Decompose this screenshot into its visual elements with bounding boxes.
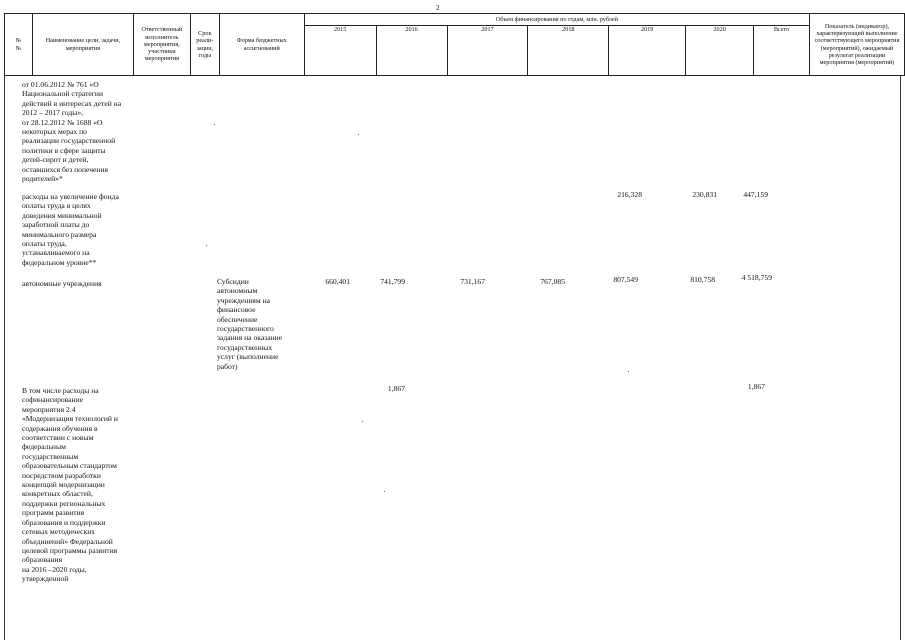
header-year-2016: 2016 xyxy=(376,26,447,76)
row-3-value-2016: 741,799 xyxy=(380,277,405,286)
row-3-value-2018: 767,085 xyxy=(540,277,565,286)
row-2-value-2019: 216,328 xyxy=(617,190,642,199)
row-3-value-2020: 810,758 xyxy=(690,275,715,284)
row-3-value-2015: 660,401 xyxy=(325,277,350,286)
row-4-value-total: 1,867 xyxy=(747,382,765,391)
scan-speck xyxy=(628,371,629,372)
header-year-2015: 2015 xyxy=(304,26,376,76)
header-total: Всего xyxy=(754,26,810,76)
header-term: Срок реали- зации, годы xyxy=(190,14,219,76)
header-year-2018: 2018 xyxy=(528,26,609,76)
header-responsible: Ответственный исполнитель мероприятия, участники мероприятия xyxy=(133,14,190,76)
column-line xyxy=(900,76,901,640)
header-indicator: Показатель (индикатор), характеризующий выполнение соответствующего мероприятия (мероприятий), ожидаемый результат реализации мероприятия (мероприятий) xyxy=(809,14,904,76)
scan-speck xyxy=(384,491,385,492)
row-3-value-2017: 731,167 xyxy=(460,277,485,286)
header-year-2020: 2020 xyxy=(686,26,754,76)
row-4-value-2016: 1,867 xyxy=(387,384,405,393)
row-2-value-total: 447,159 xyxy=(743,190,768,199)
scan-speck xyxy=(214,124,215,125)
scan-speck xyxy=(358,134,359,135)
row-3-form: Субсидии автономным учреждениям на финансовое обеспечение государственного задания на оказание государственных услуг (выполнение работ) xyxy=(217,277,283,371)
row-2-value-2020: 230,831 xyxy=(692,190,717,199)
page-number: 2 xyxy=(436,4,440,12)
header-no: № № xyxy=(5,14,33,76)
scan-speck xyxy=(206,245,207,246)
column-line xyxy=(4,76,5,640)
row-name-1: от 01.06.2012 № 761 «О Национальной стратегии действий в интересах детей на 2012 – 2017 годы», от 28.12.2012 № 1688 «О некоторых мерах по реализации государственной политики в сфере защиты детей-сирот и детей, оставшихся без попечения родителей»* xyxy=(22,80,122,184)
header-volume: Объем финансирования по годам, млн. рублей xyxy=(304,14,809,26)
header-name: Наименование цели, задачи, мероприятия xyxy=(32,14,133,76)
row-name-3: автономные учреждения xyxy=(22,279,102,288)
header-year-2017: 2017 xyxy=(447,26,528,76)
row-3-value-2019: 807,549 xyxy=(613,275,638,284)
header-form: Форма бюджетных ассигнований xyxy=(219,14,304,76)
table-header xyxy=(4,13,905,76)
scan-speck xyxy=(362,421,363,422)
row-3-value-total: 4 518,759 xyxy=(741,273,772,282)
row-name-2: расходы на увеличение фонда оплаты труда в целях доведения минимальной заработной платы до минимального размера оплаты труда, устанавливаемого на федеральном уровне** xyxy=(22,192,119,267)
row-name-4: В том числе расходы на софинансирование мероприятия 2.4 «Модернизация технологий и содержания обучения в соответствии с новым федеральным государственным образовательным стандартом посредством разработки концепций модернизации конкретных областей, поддержки региональных программ развития образования и поддержки сетевых методических объединений» Федеральной целевой программы развития образования на 2016 –2020 годы, утвержденной xyxy=(22,386,118,584)
header-year-2019: 2019 xyxy=(609,26,686,76)
